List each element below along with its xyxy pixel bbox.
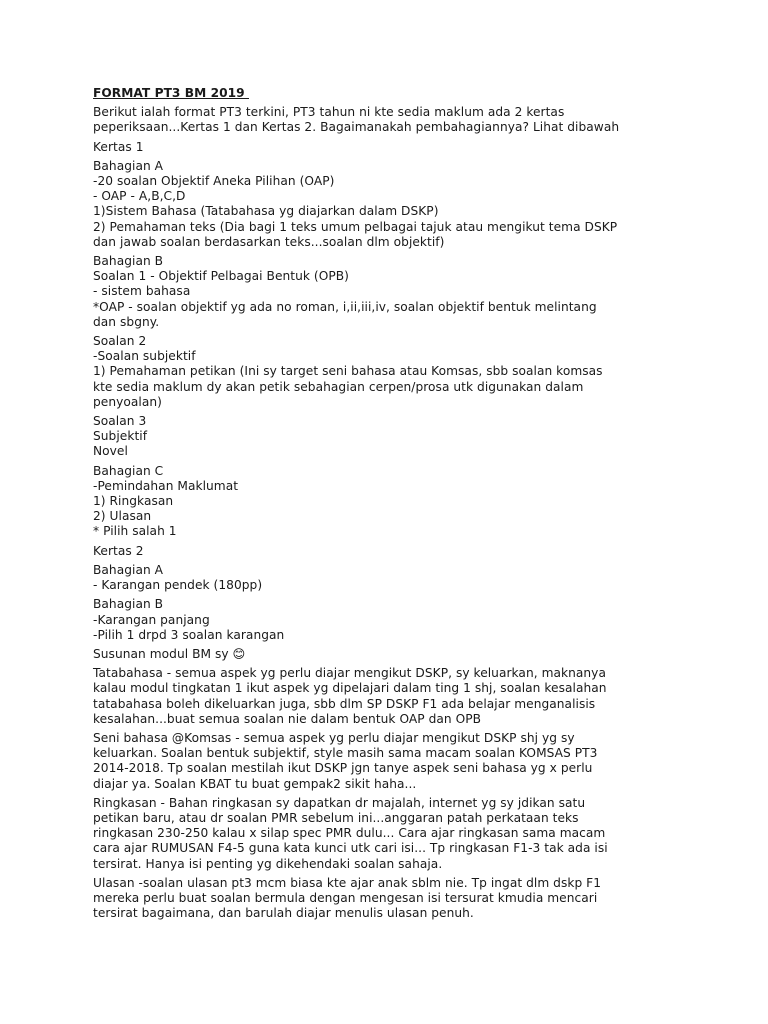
paragraph (93, 647, 693, 662)
paragraph (93, 140, 693, 155)
paragraph (93, 105, 693, 135)
text-line: diajar ya. Soalan KBAT tu buat gempak2 sikit haha... (93, 776, 417, 791)
text-line: -20 soalan Objektif Aneka Pilihan (OAP) (93, 174, 335, 189)
document-body (93, 105, 693, 921)
text-line: Soalan 2 (93, 334, 147, 349)
text-line: Ringkasan - Bahan ringkasan sy dapatkan dr majalah, internet yg sy jdikan satu (93, 795, 586, 810)
text-line: Bahagian A (93, 158, 164, 173)
text-line: - sistem bahasa (93, 284, 191, 299)
text-line: 2) Ulasan (93, 509, 152, 524)
text-line: tatabahasa boleh dikeluarkan juga, sbb dlm SP DSKP F1 ada belajar menganalisis (93, 696, 596, 711)
text-line: Kertas 1 (93, 139, 144, 154)
text-line: Subjektif (93, 429, 148, 444)
text-line: Tatabahasa - semua aspek yg perlu diajar mengikut DSKP, sy keluarkan, maknanya (93, 666, 606, 681)
text-line: ringkasan 230-250 kalau x silap spec PMR dulu... Cara ajar ringkasan sama macam (93, 826, 606, 841)
text-line: 1) Ringkasan (93, 494, 174, 509)
text-line: * Pilih salah 1 (93, 524, 177, 539)
text-line: Kertas 2 (93, 543, 144, 558)
text-line: Bahagian C (93, 463, 164, 478)
paragraph (93, 159, 693, 250)
text-line: kte sedia maklum dy akan petik sebahagian cerpen/prosa utk digunakan dalam (93, 379, 584, 394)
paragraph (93, 334, 693, 410)
text-line: -Pilih 1 drpd 3 soalan karangan (93, 627, 285, 642)
text-line: dan jawab soalan berdasarkan teks...soalan dlm objektif) (93, 234, 445, 249)
paragraph (93, 254, 693, 330)
text-line: mereka perlu buat soalan bermula dengan mengesan isi tersurat kmudia mencari (93, 890, 598, 905)
paragraph (93, 796, 693, 872)
text-line: peperiksaan...Kertas 1 dan Kertas 2. Bagaimanakah pembahagiannya? Lihat dibawah (93, 120, 620, 135)
text-line: Bahagian B (93, 597, 164, 612)
text-line: Ulasan -soalan ulasan pt3 mcm biasa kte ajar anak sblm nie. Tp ingat dlm dskp F1 (93, 875, 602, 890)
text-line: kalau modul tingkatan 1 ikut aspek yg dipelajari dalam ting 1 shj, soalan kesalahan (93, 681, 607, 696)
paragraph (93, 563, 693, 593)
text-line: penyoalan) (93, 394, 162, 409)
paragraph (93, 414, 693, 460)
text-line: keluarkan. Soalan bentuk subjektif, style masih sama macam soalan KOMSAS PT3 (93, 746, 598, 761)
text-line: dan sbgny. (93, 314, 160, 329)
text-line: cara ajar RUMUSAN F4-5 guna kata kunci utk cari isi... Tp ringkasan F1-3 tak ada isi (93, 841, 608, 856)
text-line: Berikut ialah format PT3 terkini, PT3 tahun ni kte sedia maklum ada 2 kertas (93, 105, 565, 120)
text-line: Bahagian B (93, 254, 164, 269)
text-line: - Karangan pendek (180pp) (93, 578, 263, 593)
text-line: Soalan 1 - Objektif Pelbagai Bentuk (OPB) (93, 269, 349, 284)
text-line: 1) Pemahaman petikan (Ini sy target seni bahasa atau Komsas, sbb soalan komsas (93, 364, 603, 379)
text-line: Novel (93, 444, 128, 459)
paragraph (93, 666, 693, 727)
text-line: kesalahan...buat semua soalan nie dalam bentuk OAP dan OPB (93, 711, 482, 726)
paragraph (93, 597, 693, 643)
text-line: Susunan modul BM sy 😊 (93, 646, 246, 661)
text-line: Seni bahasa @Komsas - semua aspek yg perlu diajar mengikut DSKP shj yg sy (93, 730, 575, 745)
document-page (93, 86, 693, 925)
paragraph (93, 464, 693, 540)
text-line: -Pemindahan Maklumat (93, 478, 239, 493)
text-line: tersirat bagaimana, dan barulah diajar menulis ulasan penuh. (93, 906, 474, 921)
text-line: -Soalan subjektif (93, 349, 196, 364)
paragraph (93, 876, 693, 922)
text-line: -Karangan panjang (93, 612, 210, 627)
text-line: *OAP - soalan objektif yg ada no roman, i,ii,iii,iv, soalan objektif bentuk melintang (93, 299, 597, 314)
paragraph (93, 731, 693, 792)
document-title: FORMAT PT3 BM 2019 (93, 86, 249, 100)
text-line: 2) Pemahaman teks (Dia bagi 1 teks umum pelbagai tajuk atau mengikut tema DSKP (93, 219, 618, 234)
text-line: petikan baru, atau dr soalan PMR sebelum ini...anggaran patah perkataan teks (93, 810, 579, 825)
text-line: 1)Sistem Bahasa (Tatabahasa yg diajarkan dalam DSKP) (93, 204, 439, 219)
text-line: Bahagian A (93, 562, 164, 577)
paragraph (93, 544, 693, 559)
text-line: tersirat. Hanya isi penting yg dikehendaki soalan sahaja. (93, 856, 443, 871)
text-line: - OAP - A,B,C,D (93, 189, 186, 204)
text-line: 2014-2018. Tp soalan mestilah ikut DSKP jgn tanye aspek seni bahasa yg x perlu (93, 761, 593, 776)
text-line: Soalan 3 (93, 414, 147, 429)
